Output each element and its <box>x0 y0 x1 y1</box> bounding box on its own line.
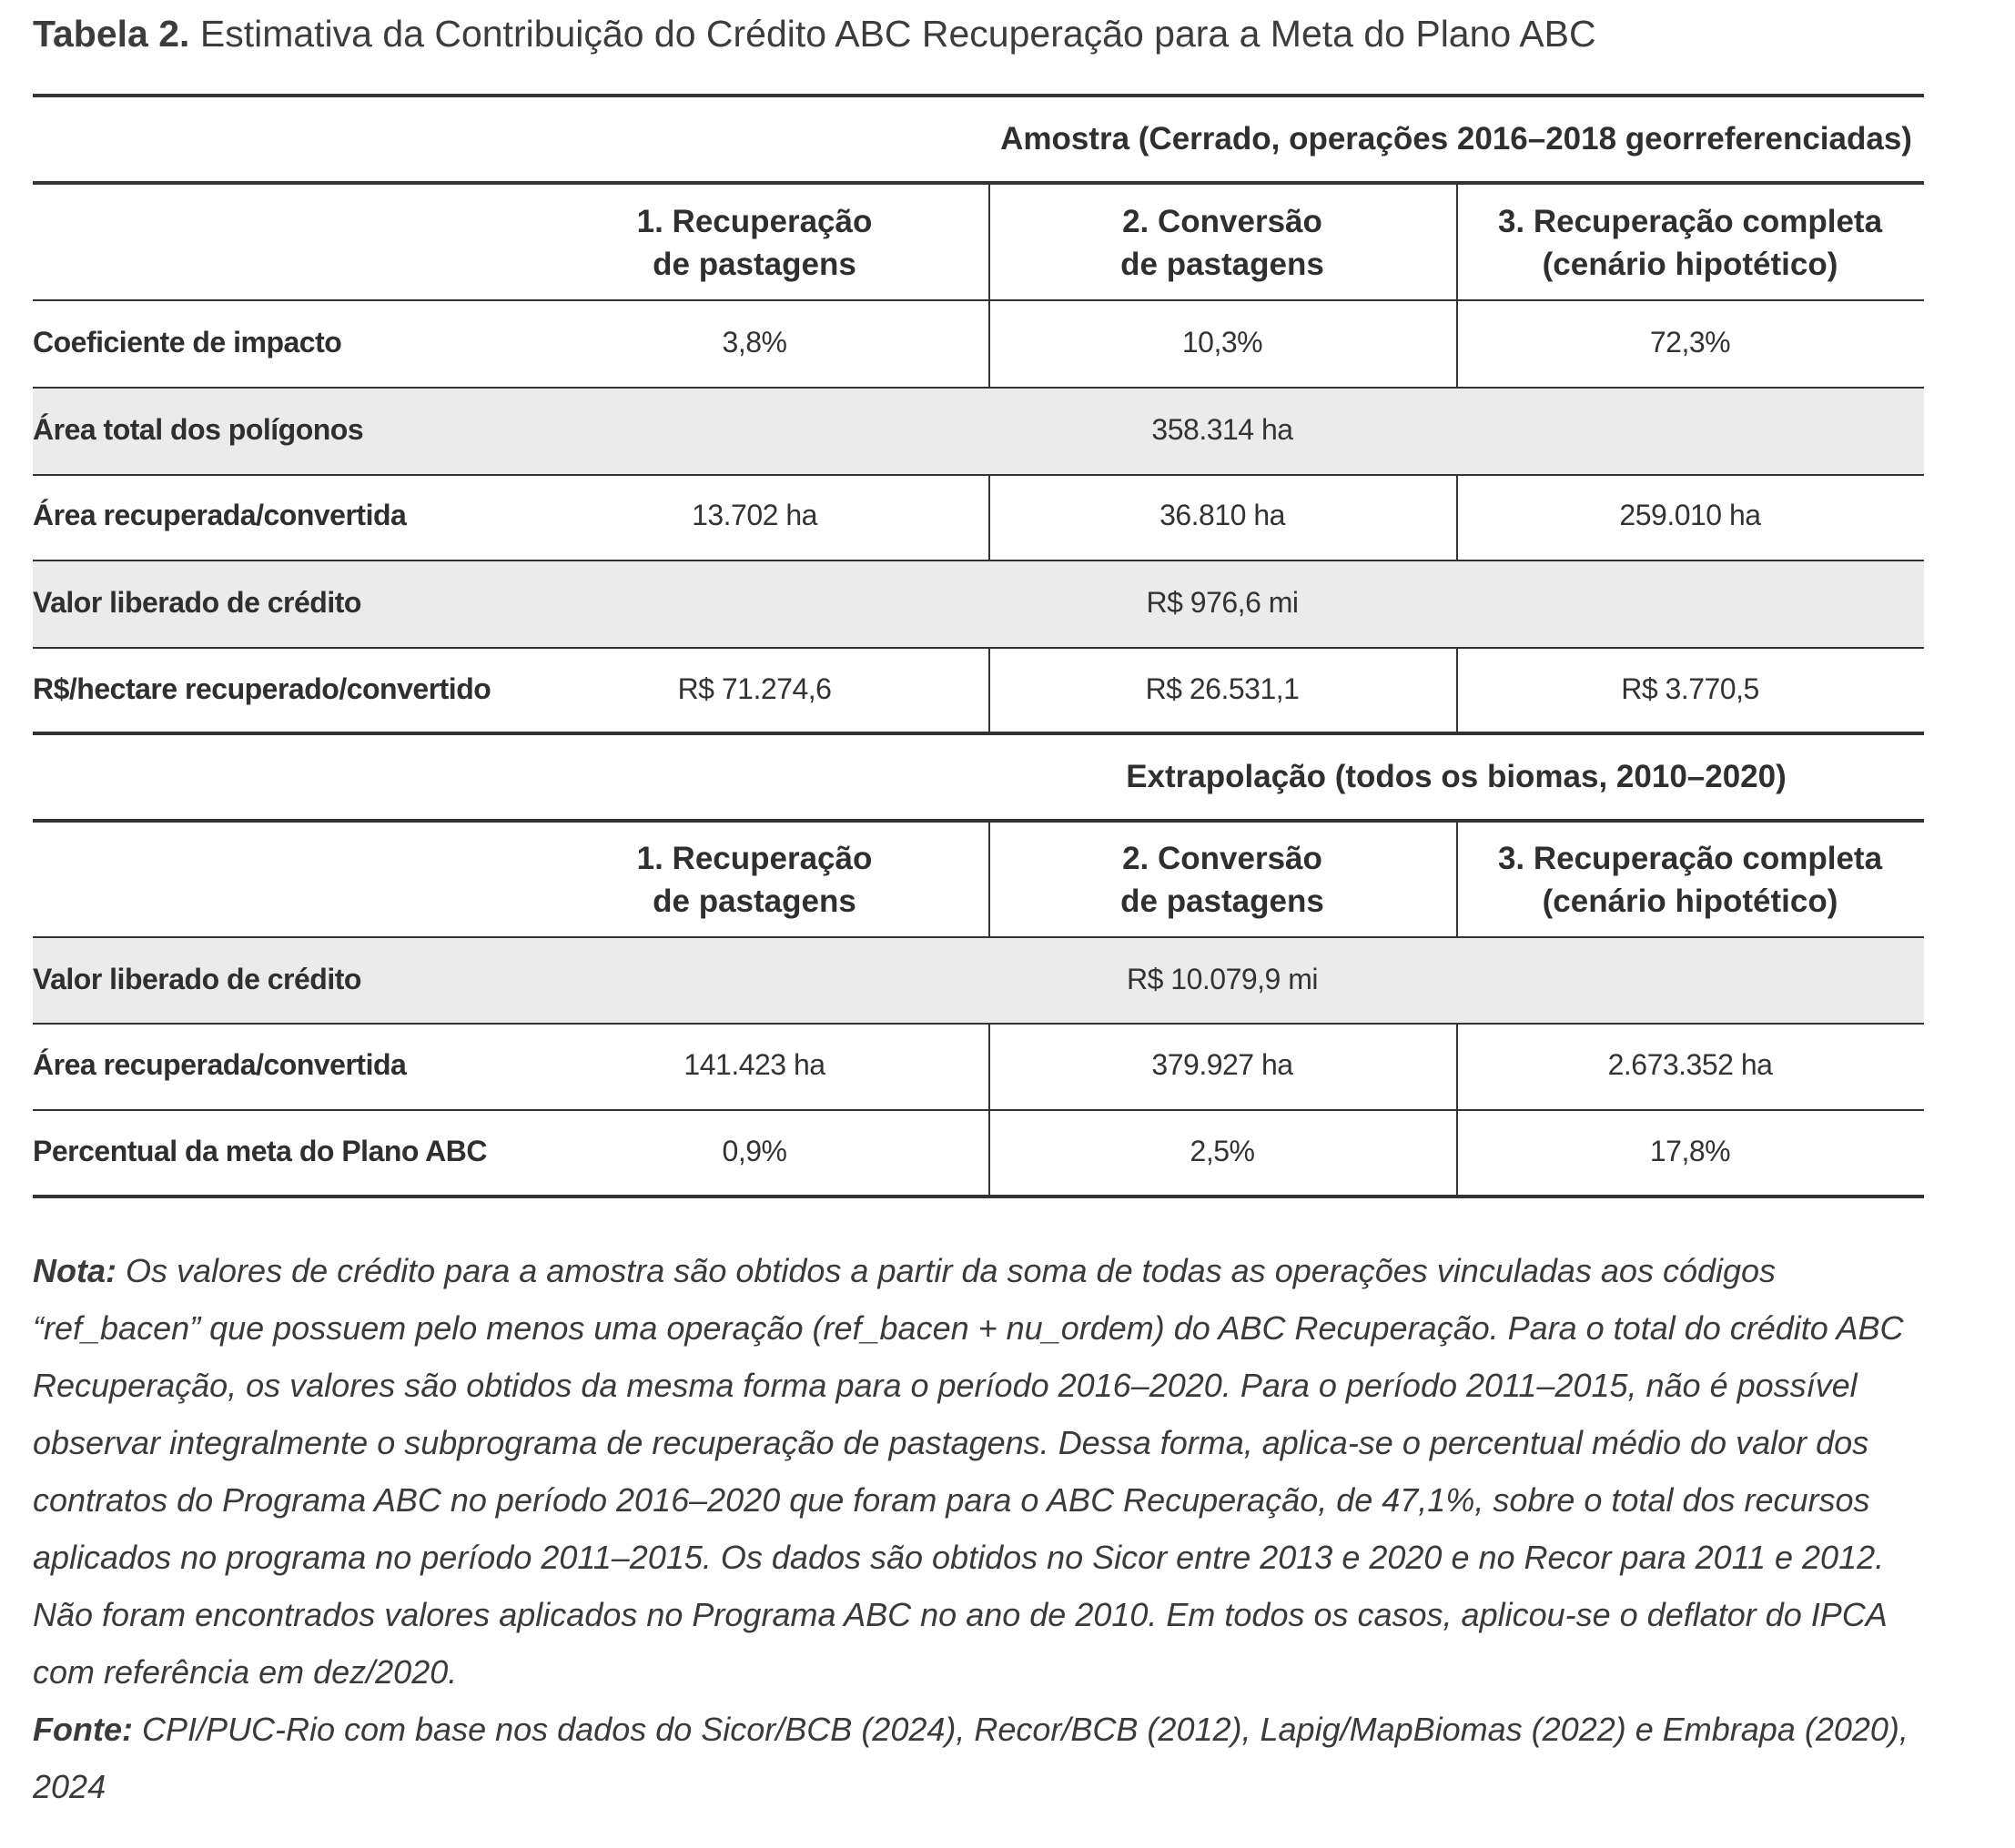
table-rule <box>33 647 1924 649</box>
table-cell: 13.702 ha <box>692 499 817 531</box>
column-header-line: (cenário hipotético) <box>1542 247 1838 282</box>
note-label: Nota: <box>33 1252 116 1289</box>
column-header-line: 3. Recuperação completa <box>1497 204 1883 239</box>
column-header-full-recovery <box>1456 837 1924 923</box>
row-label-credit-released: Valor liberado de crédito <box>33 586 361 619</box>
column-header-line: de pastagens <box>1120 247 1324 282</box>
row-label-recovered-area: Área recuperada/convertida <box>33 1048 407 1081</box>
table-rule <box>33 299 1924 301</box>
column-header-line: 2. Conversão <box>1122 204 1322 239</box>
table-rule <box>33 1023 1924 1025</box>
column-header-recovery <box>521 837 988 923</box>
table-cell: 2,5% <box>1190 1135 1255 1167</box>
source-paragraph <box>33 1701 1935 1815</box>
table-cell: R$ 26.531,1 <box>1145 672 1300 705</box>
section-heading-sample: Amostra (Cerrado, operações 2016–2018 georreferenciadas) <box>1000 121 1912 157</box>
table-rule <box>33 181 1924 185</box>
table-cell: 17,8% <box>1649 1135 1731 1167</box>
column-header-line: de pastagens <box>653 247 856 282</box>
table-rule <box>33 1109 1924 1111</box>
table-cell-merged: R$ 976,6 mi <box>1146 586 1299 619</box>
table-title-label: Tabela 2. <box>33 13 190 55</box>
table-title-text: Estimativa da Contribuição do Crédito ABC Recuperação para a Meta do Plano ABC <box>199 13 1596 55</box>
table-rule <box>33 1195 1924 1198</box>
row-label-credit-released: Valor liberado de crédito <box>33 963 361 995</box>
column-header-conversion <box>988 837 1456 923</box>
note-paragraph <box>33 1242 1935 1701</box>
table-cell: 10,3% <box>1181 326 1263 358</box>
table-cell: R$ 71.274,6 <box>677 672 832 705</box>
table-rule <box>33 819 1924 823</box>
table-rule <box>33 732 1924 735</box>
table-rule <box>33 94 1924 97</box>
table-cell: R$ 3.770,5 <box>1621 672 1759 705</box>
row-label-impact-coefficient: Coeficiente de impacto <box>33 326 342 358</box>
column-header-line: 3. Recuperação completa <box>1497 841 1883 876</box>
table-rule <box>33 560 1924 561</box>
table-cell: 3,8% <box>722 326 787 358</box>
column-header-line: 2. Conversão <box>1122 841 1322 876</box>
table-cell: 259.010 ha <box>1619 499 1761 531</box>
table-footnotes <box>33 1242 1935 1815</box>
column-header-recovery <box>521 200 988 286</box>
table-cell-merged: R$ 10.079,9 mi <box>1126 963 1318 995</box>
column-header-line: de pastagens <box>1120 884 1324 919</box>
table-cell: 36.810 ha <box>1159 499 1285 531</box>
table-cell: 72,3% <box>1649 326 1731 358</box>
row-label-recovered-area: Área recuperada/convertida <box>33 499 407 531</box>
note-text: Os valores de crédito para a amostra são obtidos a partir da soma de todas as operações vinculadas aos códigos “ref_bacen” que possuem pelo menos uma operação (ref_bacen + nu_ordem) do ABC Recuperação. Para o total do crédito ABC Recuperação, os valores são obtidos da mesma forma para o período 2016–2020. Para o período 2011–2015, não é possível observar integralmente o subprograma de recuperação de pastagens. Dessa forma, aplica-se o percentual médio do valor dos contratos do Programa ABC no período 2016–2020 que foram para o ABC Recuperação, de 47,1%, sobre o total dos recursos aplicados no programa no período 2011–2015. Os dados são obtidos no Sicor entre 2013 e 2020 e no Recor para 2011 e 2012. Não foram encontrados valores aplicados no Programa ABC no ano de 2010. Em todos os casos, aplicou-se o deflator do IPCA com referência em dez/2020. <box>33 1252 1904 1691</box>
table-cell: 141.423 ha <box>683 1048 825 1081</box>
column-header-conversion <box>988 200 1456 286</box>
table-rule <box>33 936 1924 938</box>
column-header-line: (cenário hipotético) <box>1542 884 1838 919</box>
table-rule <box>33 474 1924 476</box>
table-cell: 0,9% <box>722 1135 787 1167</box>
table-rule <box>33 387 1924 389</box>
section-heading-extrapolation: Extrapolação (todos os biomas, 2010–2020) <box>1126 759 1787 794</box>
table-cell-merged: 358.314 ha <box>1151 413 1293 446</box>
source-label: Fonte: <box>33 1711 133 1748</box>
table-cell: 2.673.352 ha <box>1607 1048 1773 1081</box>
column-header-full-recovery <box>1456 200 1924 286</box>
table-cell: 379.927 ha <box>1151 1048 1293 1081</box>
row-label-total-polygon-area: Área total dos polígonos <box>33 413 364 446</box>
column-header-line: 1. Recuperação <box>636 204 873 239</box>
table-title <box>33 13 1596 56</box>
column-header-line: 1. Recuperação <box>636 841 873 876</box>
column-header-line: de pastagens <box>653 884 856 919</box>
row-label-plan-goal-percentage: Percentual da meta do Plano ABC <box>33 1135 487 1167</box>
source-text: CPI/PUC-Rio com base nos dados do Sicor/BCB (2024), Recor/BCB (2012), Lapig/MapBiomas (2022) e Embrapa (2020), 2024 <box>33 1711 1909 1805</box>
row-label-cost-per-hectare: R$/hectare recuperado/convertido <box>33 672 491 705</box>
